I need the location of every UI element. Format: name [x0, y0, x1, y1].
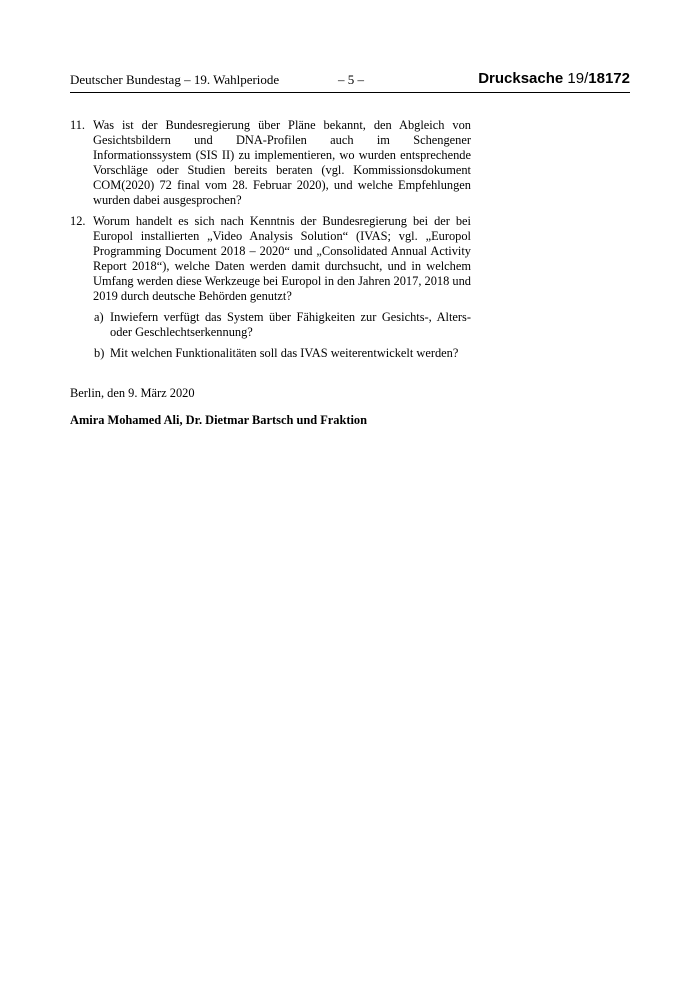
subquestion-text: Mit welchen Funktionalitäten soll das IVAS weiterentwickelt werden?	[110, 346, 459, 360]
question-text: Was ist der Bundesregierung über Pläne bekannt, den Abgleich von Gesichtsbildern und DNA-Profilen auch im Schengener Informationssystem (SIS II) zu implementieren, wo wurden entsprechende Vorschläge oder Studien bereits beraten (vgl. Kommissionsdokument COM(2020) 72 final vom 28. Februar 2020), und welche Empfehlungen wurden dabei ausgesprochen?	[93, 118, 471, 207]
document-number-main: 18172	[588, 70, 630, 87]
parliament-period: Deutscher Bundestag – 19. Wahlperiode	[70, 72, 280, 87]
subquestion-text: Inwiefern verfügt das System über Fähigkeiten zur Gesichts-, Alters- oder Geschlechtserkennung?	[110, 310, 471, 339]
question-12	[70, 214, 471, 304]
document-number	[478, 70, 630, 87]
subquestion-a	[70, 310, 471, 340]
question-number: 12.	[70, 214, 86, 228]
signature: Amira Mohamed Ali, Dr. Dietmar Bartsch und Fraktion	[70, 413, 368, 427]
document-number-prefix: 19/	[567, 70, 589, 87]
page-header	[70, 70, 630, 93]
page-number: – 5 –	[338, 72, 364, 87]
subquestion-letter: b)	[94, 346, 105, 360]
subquestion-b	[70, 346, 471, 361]
question-number: 11.	[70, 118, 86, 132]
document-body	[70, 118, 471, 428]
question-11	[70, 118, 471, 208]
question-text: Worum handelt es sich nach Kenntnis der Bundesregierung bei der bei Europol installierten „Video Analysis Solution“ (IVAS; vgl. „Europol Programming Document 2018 – 2020“ und „Consolidated Annual Activity Report 2018“), welche Daten werden damit durchsucht, und in welchem Umfang werden diese Werkzeuge bei Europol in den Jahren 2017, 2018 und 2019 durch deutsche Behörden genutzt?	[93, 214, 471, 303]
subquestion-letter: a)	[94, 310, 104, 324]
place-and-date: Berlin, den 9. März 2020	[70, 386, 195, 400]
document-label: Drucksache	[478, 70, 564, 87]
